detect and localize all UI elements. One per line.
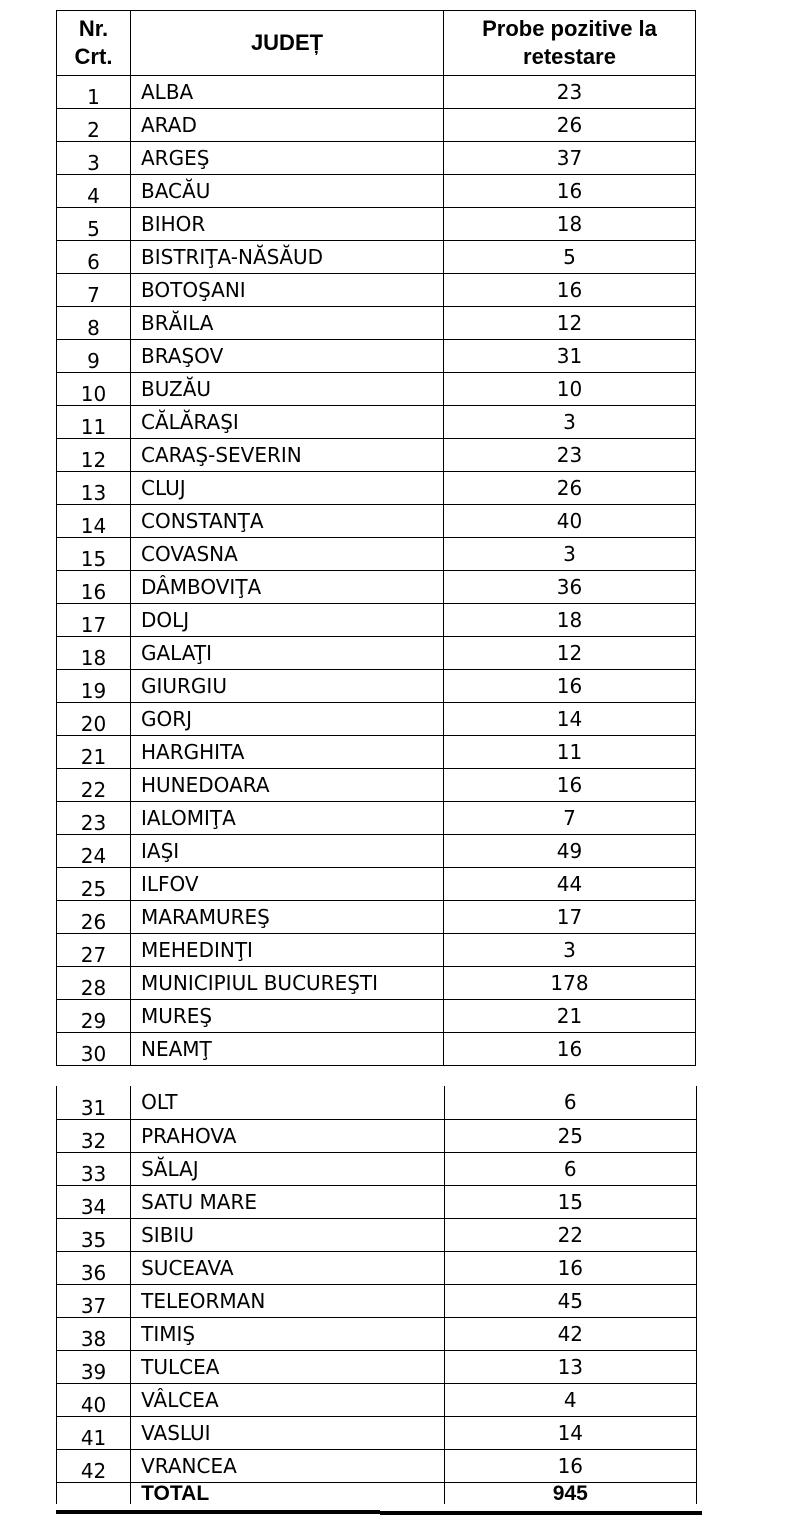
table-row (57, 109, 696, 142)
county-name: MUNICIPIUL BUCUREŞTI (131, 967, 444, 1000)
table-row (57, 1086, 697, 1119)
table-row (57, 1449, 697, 1482)
row-nr: 1 (57, 76, 131, 109)
row-nr: 12 (57, 439, 131, 472)
table-row (57, 967, 696, 1000)
row-nr: 13 (57, 472, 131, 505)
positive-count: 4 (444, 1383, 696, 1416)
positive-count: 23 (444, 439, 696, 472)
county-name: NEAMŢ (131, 1033, 444, 1066)
table-row (57, 934, 696, 967)
table-row (57, 175, 696, 208)
positive-count: 5 (444, 241, 696, 274)
positive-count: 22 (444, 1218, 696, 1251)
row-nr: 7 (57, 274, 131, 307)
county-name: TIMIŞ (131, 1317, 444, 1350)
table-row (57, 901, 696, 934)
table-row (57, 703, 696, 736)
row-nr: 32 (57, 1119, 131, 1152)
county-name: BRAŞOV (131, 340, 444, 373)
table-row (57, 604, 696, 637)
row-nr: 34 (57, 1185, 131, 1218)
table-row (57, 373, 696, 406)
row-nr: 37 (57, 1284, 131, 1317)
table-row (57, 274, 696, 307)
table-row (57, 1218, 697, 1251)
row-nr: 2 (57, 109, 131, 142)
table-row (57, 406, 696, 439)
county-name: ARGEŞ (131, 142, 444, 175)
county-name: MEHEDINŢI (131, 934, 444, 967)
table-row (57, 1033, 696, 1066)
row-nr: 40 (57, 1383, 131, 1416)
row-nr: 10 (57, 373, 131, 406)
positive-count: 36 (444, 571, 696, 604)
row-nr: 6 (57, 241, 131, 274)
row-nr: 30 (57, 1033, 131, 1066)
positive-count: 12 (444, 307, 696, 340)
row-nr: 33 (57, 1152, 131, 1185)
row-nr: 26 (57, 901, 131, 934)
county-name: CLUJ (131, 472, 444, 505)
row-nr: 17 (57, 604, 131, 637)
row-nr: 39 (57, 1350, 131, 1383)
county-name: MUREŞ (131, 1000, 444, 1033)
positive-count: 26 (444, 472, 696, 505)
positive-count: 11 (444, 736, 696, 769)
row-nr: 3 (57, 142, 131, 175)
row-nr: 23 (57, 802, 131, 835)
county-name: SĂLAJ (131, 1152, 444, 1185)
row-nr: 42 (57, 1449, 131, 1482)
positive-count: 40 (444, 505, 696, 538)
positive-count: 45 (444, 1284, 696, 1317)
county-name: GIURGIU (131, 670, 444, 703)
total-row (57, 1482, 697, 1504)
table-row (57, 76, 696, 109)
table-row (57, 637, 696, 670)
positive-count: 17 (444, 901, 696, 934)
row-nr: 29 (57, 1000, 131, 1033)
row-nr: 9 (57, 340, 131, 373)
table-row (57, 142, 696, 175)
county-name: SUCEAVA (131, 1251, 444, 1284)
county-name: BIHOR (131, 208, 444, 241)
table-row (57, 472, 696, 505)
row-nr: 8 (57, 307, 131, 340)
positive-count: 18 (444, 604, 696, 637)
positive-count: 3 (444, 538, 696, 571)
table-body-part-1 (57, 76, 696, 1066)
county-name: HUNEDOARA (131, 769, 444, 802)
table-row (57, 1284, 697, 1317)
table-row (57, 868, 696, 901)
county-name: GALAŢI (131, 637, 444, 670)
positive-count: 21 (444, 1000, 696, 1033)
row-nr: 24 (57, 835, 131, 868)
row-nr: 35 (57, 1218, 131, 1251)
row-nr: 5 (57, 208, 131, 241)
county-name: VASLUI (131, 1416, 444, 1449)
positive-count: 6 (444, 1152, 696, 1185)
row-nr: 11 (57, 406, 131, 439)
county-name: IAŞI (131, 835, 444, 868)
row-nr: 15 (57, 538, 131, 571)
county-name: HARGHITA (131, 736, 444, 769)
positive-count: 16 (444, 274, 696, 307)
positive-count: 14 (444, 703, 696, 736)
counties-table-part-1 (56, 10, 696, 1066)
positive-count: 3 (444, 934, 696, 967)
row-nr: 14 (57, 505, 131, 538)
positive-count: 18 (444, 208, 696, 241)
positive-count: 7 (444, 802, 696, 835)
table-body-part-2 (57, 1086, 697, 1482)
county-name: VRANCEA (131, 1449, 444, 1482)
table-row (57, 1350, 697, 1383)
county-name: SIBIU (131, 1218, 444, 1251)
row-nr: 25 (57, 868, 131, 901)
positive-count: 31 (444, 340, 696, 373)
county-name: BACĂU (131, 175, 444, 208)
positive-count: 16 (444, 1449, 696, 1482)
county-name: SATU MARE (131, 1185, 444, 1218)
county-name: BUZĂU (131, 373, 444, 406)
total-nr-cell (57, 1482, 131, 1504)
positive-count: 15 (444, 1185, 696, 1218)
row-nr: 21 (57, 736, 131, 769)
row-nr: 31 (57, 1086, 131, 1119)
table-row (57, 802, 696, 835)
positive-count: 16 (444, 1251, 696, 1284)
table-row (57, 1251, 697, 1284)
counties-table-part-2 (56, 1086, 697, 1504)
positive-count: 13 (444, 1350, 696, 1383)
county-name: COVASNA (131, 538, 444, 571)
positive-count: 25 (444, 1119, 696, 1152)
positive-count: 14 (444, 1416, 696, 1449)
row-nr: 4 (57, 175, 131, 208)
table-row (57, 307, 696, 340)
positive-count: 26 (444, 109, 696, 142)
table-row (57, 1000, 696, 1033)
county-name: ILFOV (131, 868, 444, 901)
row-nr: 22 (57, 769, 131, 802)
county-name: VÂLCEA (131, 1383, 444, 1416)
table-row (57, 670, 696, 703)
county-name: IALOMIŢA (131, 802, 444, 835)
header-judet: JUDEȚ (131, 11, 444, 76)
table-row (57, 1119, 697, 1152)
positive-count: 12 (444, 637, 696, 670)
row-nr: 38 (57, 1317, 131, 1350)
row-nr: 18 (57, 637, 131, 670)
positive-count: 16 (444, 769, 696, 802)
positive-count: 44 (444, 868, 696, 901)
county-name: ALBA (131, 76, 444, 109)
table-row (57, 1383, 697, 1416)
county-name: BISTRIŢA-NĂSĂUD (131, 241, 444, 274)
table-row (57, 1185, 697, 1218)
header-value: Probe pozitive la retestare (444, 11, 696, 76)
header-nr: Nr. Crt. (57, 11, 131, 76)
county-name: TULCEA (131, 1350, 444, 1383)
county-name: PRAHOVA (131, 1119, 444, 1152)
row-nr: 36 (57, 1251, 131, 1284)
table-row (57, 538, 696, 571)
positive-count: 42 (444, 1317, 696, 1350)
positive-count: 37 (444, 142, 696, 175)
table-row (57, 505, 696, 538)
positive-count: 16 (444, 670, 696, 703)
row-nr: 41 (57, 1416, 131, 1449)
total-label: TOTAL (131, 1482, 444, 1504)
row-nr: 19 (57, 670, 131, 703)
county-name: TELEORMAN (131, 1284, 444, 1317)
row-nr: 20 (57, 703, 131, 736)
table-row (57, 1416, 697, 1449)
positive-count: 6 (444, 1086, 696, 1119)
county-name: DOLJ (131, 604, 444, 637)
table-row (57, 439, 696, 472)
positive-count: 178 (444, 967, 696, 1000)
table-row (57, 571, 696, 604)
county-name: DÂMBOVIŢA (131, 571, 444, 604)
table-row (57, 340, 696, 373)
total-value: 945 (444, 1482, 696, 1504)
table-row (57, 769, 696, 802)
row-nr: 16 (57, 571, 131, 604)
table-row (57, 835, 696, 868)
county-name: ARAD (131, 109, 444, 142)
row-nr: 28 (57, 967, 131, 1000)
county-name: CĂLĂRAŞI (131, 406, 444, 439)
table-row (57, 1317, 697, 1350)
county-name: GORJ (131, 703, 444, 736)
table-row (57, 241, 696, 274)
positive-count: 16 (444, 175, 696, 208)
county-name: BRĂILA (131, 307, 444, 340)
table-row (57, 1152, 697, 1185)
positive-count: 10 (444, 373, 696, 406)
table-row (57, 736, 696, 769)
bottom-rule-left (56, 1510, 380, 1514)
county-name: OLT (131, 1086, 444, 1119)
county-name: MARAMUREŞ (131, 901, 444, 934)
bottom-rule-right (380, 1511, 702, 1515)
positive-count: 16 (444, 1033, 696, 1066)
county-name: BOTOŞANI (131, 274, 444, 307)
positive-count: 49 (444, 835, 696, 868)
positive-count: 23 (444, 76, 696, 109)
positive-count: 3 (444, 406, 696, 439)
header-row (57, 11, 696, 76)
row-nr: 27 (57, 934, 131, 967)
county-name: CONSTANŢA (131, 505, 444, 538)
table-row (57, 208, 696, 241)
county-name: CARAŞ-SEVERIN (131, 439, 444, 472)
